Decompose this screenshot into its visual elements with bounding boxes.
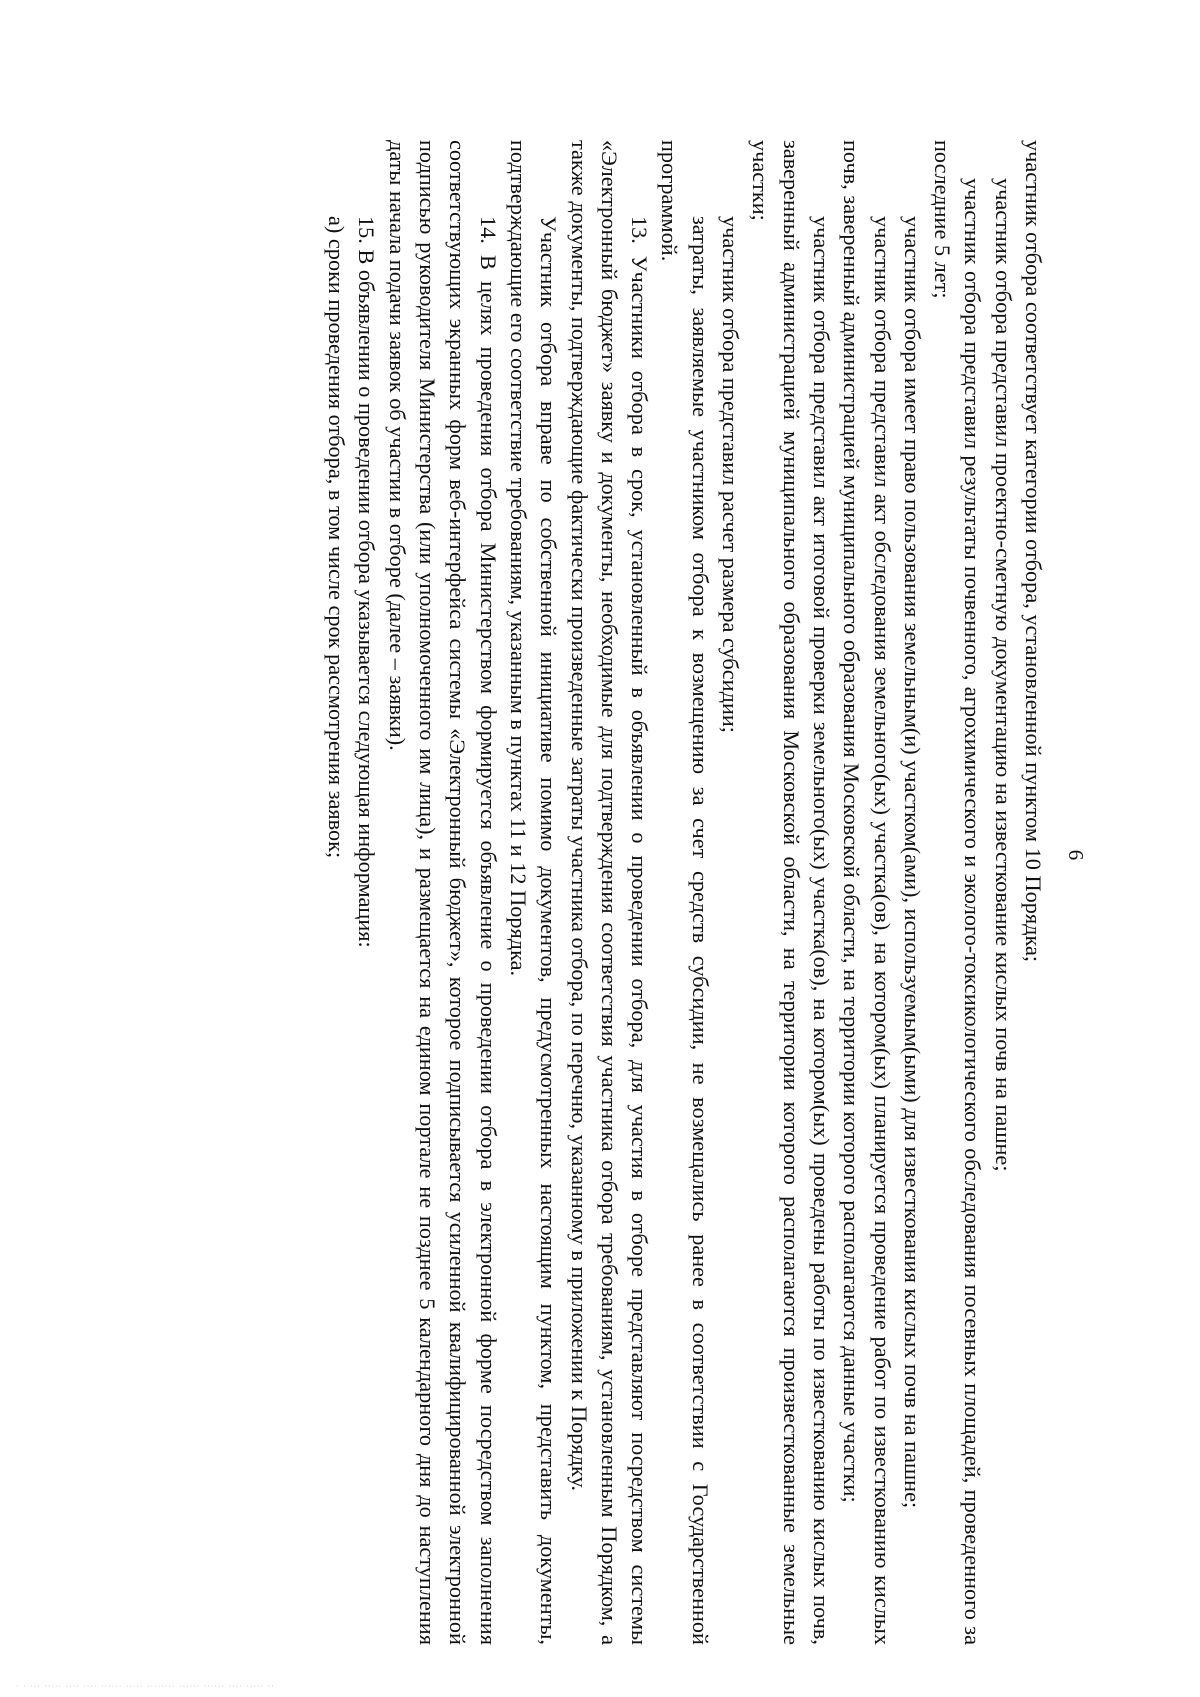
paragraph-2: участник отбора представил проектно-сметную документацию на известкование кислых почв на пашне;: [990, 178, 1016, 1172]
paragraph-15a: а) сроки проведения отбора, в том числе срок рассмотрения заявок;: [324, 216, 350, 859]
paragraph-7: участник отбора представил расчет размера субсидии;: [718, 216, 744, 733]
paragraph-5: участник отбора представил акт обследования земельного(ых) участка(ов), на котором(ых) планируется проведение работ по известкованию кислых почв, заверенный администрацией муниципального образования Московской области, на территории которого располагаются данные участки;: [839, 140, 895, 1645]
document-body: [321, 140, 1048, 1645]
paragraph-13-note: Участник отбора вправе по собственной инициативе помимо документов, предусмотренных настоящим пунктом, представить документы, подтверждающие его соответствие требованиям, указанным в пунктах 11 и 12 Порядка.: [505, 140, 562, 1645]
paragraph-3: участник отбора представил результаты почвенного, агрохимического и эколого-токсикологического обследования посевных площадей, проведенного за последние 5 лет;: [930, 140, 986, 1645]
paragraph-4: участник отбора имеет право пользования земельным(и) участком(ами), используемым(ыми) для известкования кислых почв на пашне;: [899, 216, 925, 1509]
paragraph-1: участник отбора соответствует категории отбора, установленной пунктом 10 Порядка;: [1021, 140, 1046, 963]
paragraph-8: затраты, заявляемые участником отбора к возмещению за счет средств субсидии, не возмещались ранее в соответствии с Государственной программой.: [657, 140, 713, 1645]
rotated-page: [120, 55, 1088, 1655]
page-number: 6: [1064, 849, 1088, 861]
paragraph-13: 13. Участники отбора в срок, установленный в объявлении о проведении отбора, для участия в отборе представляют посредством системы «Электронный бюджет» заявку и документы, необходимые для подтверждения соответствия участника отбора требованиям, установленным Порядком, а также документы, подтверждающие фактически произведенные затраты участника отбора, по перечню, указанному в приложении к Порядку.: [566, 140, 653, 1645]
paragraph-6: участник отбора представил акт итоговой проверки земельного(ых) участка(ов), на котором(ых) проведены работы по известкованию кислых почв, заверенный администрацией муниципального образования Московской области, на территории которого располагаются произвесткованные земельные участки;: [748, 140, 834, 1645]
paragraph-15: 15. В объявлении о проведении отбора указывается следующая информация:: [354, 216, 380, 948]
paragraph-14: 14. В целях проведения отбора Министерством формируется объявление о проведении отбора в электронной форме посредством заполнения соответствующих экранных форм веб-интерфейса системы «Электронный бюджет», которое подписывается усиленной квалифицированной электронной подписью руководителя Министерства (или уполномоченного им лица), и размещается на едином портале не позднее 5 календарного дня до наступления даты начала подачи заявок об участии в отборе (далее – заявки).: [384, 140, 501, 1645]
scan-footer-text: · · ··· ····· ···· ···· ······ ····· ········ ······ ······ ···· ····· ··: [16, 1683, 275, 1691]
